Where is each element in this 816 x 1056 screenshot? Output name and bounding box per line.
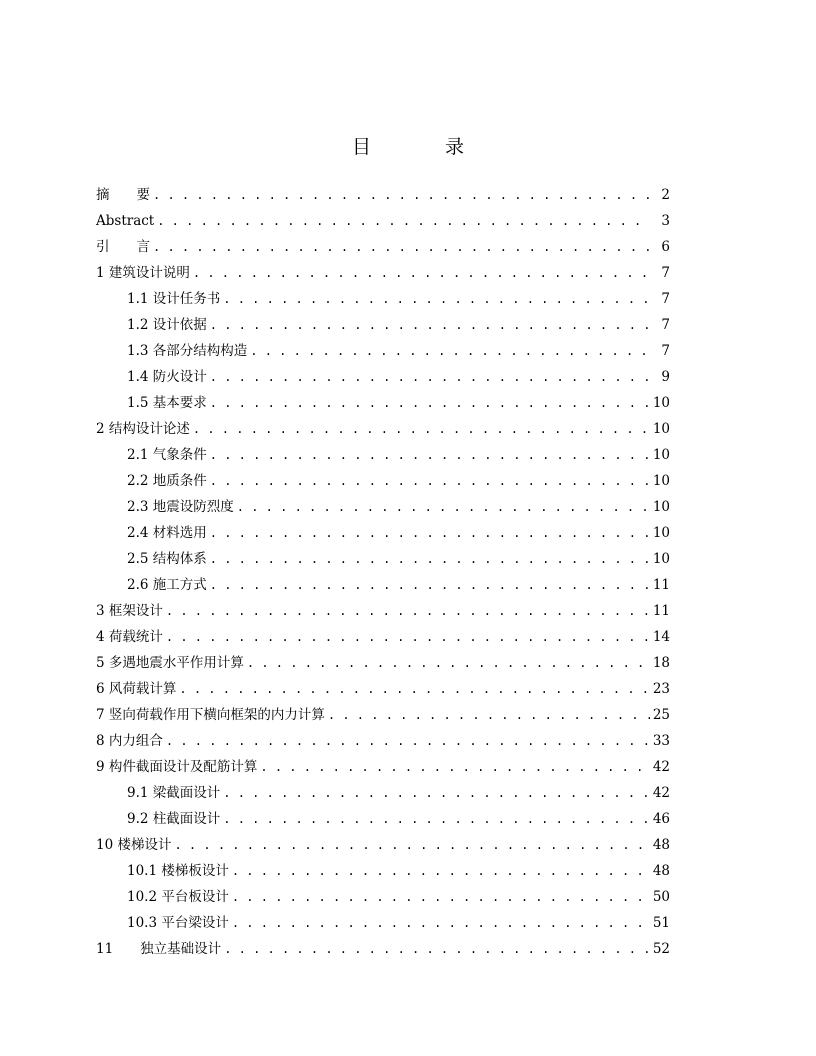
toc-entry-label: 5 多遇地震水平作用计算 bbox=[96, 655, 244, 671]
toc-leader-dots bbox=[210, 546, 650, 572]
toc-entry[interactable] bbox=[96, 338, 670, 364]
toc-leader-dots bbox=[166, 598, 650, 624]
toc-leader-dots bbox=[224, 936, 650, 962]
toc-entry-label: 1.1 设计任务书 bbox=[127, 291, 221, 307]
toc-entry[interactable] bbox=[96, 208, 670, 234]
toc-entry-label: 10.1 楼梯板设计 bbox=[127, 863, 229, 879]
toc-entry[interactable] bbox=[96, 182, 670, 208]
toc-entry[interactable] bbox=[96, 702, 670, 728]
toc-entry-page: 6 bbox=[661, 239, 670, 255]
toc-entry-label: 2.3 地震设防烈度 bbox=[127, 499, 234, 515]
toc-entry[interactable] bbox=[96, 858, 670, 884]
toc-leader-dots bbox=[247, 650, 650, 676]
toc-leader-dots bbox=[157, 208, 651, 234]
toc-leader-dots bbox=[250, 338, 651, 364]
toc-leader-dots bbox=[210, 468, 650, 494]
toc-entry-page: 7 bbox=[661, 343, 670, 359]
toc-entry-page: 3 bbox=[661, 213, 670, 229]
toc-entry-page: 14 bbox=[652, 629, 670, 645]
toc-leader-dots bbox=[153, 234, 651, 260]
toc-entry[interactable] bbox=[96, 728, 670, 754]
toc-entry-label: 摘 要 bbox=[96, 187, 150, 203]
toc-entry-label: 11 独立基础设计 bbox=[96, 941, 222, 957]
toc-entry[interactable] bbox=[96, 260, 670, 286]
toc-leader-dots bbox=[210, 572, 650, 598]
toc-entry-page: 10 bbox=[652, 499, 670, 515]
toc-entry-label: 引 言 bbox=[96, 239, 150, 255]
toc-entry[interactable] bbox=[96, 806, 670, 832]
toc-entry[interactable] bbox=[96, 884, 670, 910]
toc-entry[interactable] bbox=[96, 832, 670, 858]
toc-entry-label: 3 框架设计 bbox=[96, 603, 163, 619]
toc-entry[interactable] bbox=[96, 468, 670, 494]
toc-entry-label: 2.5 结构体系 bbox=[127, 551, 207, 567]
toc-leader-dots bbox=[232, 910, 650, 936]
toc-leader-dots bbox=[179, 676, 649, 702]
toc-entry[interactable] bbox=[96, 520, 670, 546]
toc-entry-label: 2 结构设计论述 bbox=[96, 421, 190, 437]
toc-entry-page: 25 bbox=[652, 707, 670, 723]
toc-leader-dots bbox=[210, 442, 650, 468]
toc-entry-page: 2 bbox=[661, 187, 670, 203]
toc-entry-page: 10 bbox=[652, 551, 670, 567]
toc-entry[interactable] bbox=[96, 754, 670, 780]
toc-entry-page: 51 bbox=[652, 915, 670, 931]
toc-entry[interactable] bbox=[96, 364, 670, 390]
toc-entry-page: 33 bbox=[652, 733, 670, 749]
toc-entry[interactable] bbox=[96, 624, 670, 650]
toc-entry[interactable] bbox=[96, 598, 670, 624]
toc-entry-label: 8 内力组合 bbox=[96, 733, 163, 749]
toc-entry-page: 11 bbox=[652, 577, 670, 593]
toc-leader-dots bbox=[193, 416, 650, 442]
toc-entry[interactable] bbox=[96, 416, 670, 442]
toc-entry[interactable] bbox=[96, 676, 670, 702]
toc-leader-dots bbox=[210, 520, 650, 546]
toc-entry-page: 7 bbox=[661, 265, 670, 281]
toc-list bbox=[96, 182, 670, 962]
toc-entry-label: 2.2 地质条件 bbox=[127, 473, 207, 489]
toc-leader-dots bbox=[223, 806, 650, 832]
toc-entry-label: 4 荷载统计 bbox=[96, 629, 163, 645]
toc-leader-dots bbox=[210, 390, 650, 416]
toc-leader-dots bbox=[260, 754, 649, 780]
toc-entry-page: 11 bbox=[652, 603, 670, 619]
toc-title: 目 录 bbox=[351, 136, 499, 158]
toc-entry[interactable] bbox=[96, 442, 670, 468]
toc-entry-label: 7 竖向荷载作用下横向框架的内力计算 bbox=[96, 707, 325, 723]
toc-entry[interactable] bbox=[96, 494, 670, 520]
toc-entry-label: 9.1 梁截面设计 bbox=[127, 785, 221, 801]
toc-entry-label: Abstract bbox=[96, 213, 155, 229]
toc-leader-dots bbox=[210, 312, 651, 338]
toc-leader-dots bbox=[166, 624, 650, 650]
toc-entry-page: 10 bbox=[652, 525, 670, 541]
toc-entry-page: 23 bbox=[652, 681, 670, 697]
toc-entry-label: 9.2 柱截面设计 bbox=[127, 811, 221, 827]
toc-entry-page: 7 bbox=[661, 291, 670, 307]
toc-entry[interactable] bbox=[96, 780, 670, 806]
toc-entry-page: 10 bbox=[652, 421, 670, 437]
toc-entry-page: 7 bbox=[661, 317, 670, 333]
toc-entry-label: 1.4 防火设计 bbox=[127, 369, 207, 385]
toc-entry-page: 50 bbox=[652, 889, 670, 905]
toc-entry-label: 2.1 气象条件 bbox=[127, 447, 207, 463]
toc-entry-page: 9 bbox=[661, 369, 670, 385]
toc-entry-page: 42 bbox=[652, 785, 670, 801]
toc-leader-dots bbox=[232, 884, 650, 910]
toc-entry-page: 48 bbox=[652, 863, 670, 879]
toc-leader-dots bbox=[328, 702, 650, 728]
toc-entry[interactable] bbox=[96, 910, 670, 936]
toc-entry[interactable] bbox=[96, 572, 670, 598]
toc-entry-label: 10.3 平台梁设计 bbox=[127, 915, 229, 931]
toc-leader-dots bbox=[174, 832, 649, 858]
toc-entry-page: 18 bbox=[652, 655, 670, 671]
toc-entry-page: 46 bbox=[652, 811, 670, 827]
toc-entry-label: 1.3 各部分结构构造 bbox=[127, 343, 248, 359]
toc-entry-page: 10 bbox=[652, 395, 670, 411]
toc-entry-page: 52 bbox=[652, 941, 670, 957]
toc-entry-label: 1.5 基本要求 bbox=[127, 395, 207, 411]
toc-leader-dots bbox=[223, 780, 650, 806]
toc-leader-dots bbox=[232, 858, 650, 884]
toc-leader-dots bbox=[237, 494, 650, 520]
toc-entry-page: 10 bbox=[652, 473, 670, 489]
toc-entry[interactable] bbox=[96, 390, 670, 416]
toc-entry[interactable] bbox=[96, 312, 670, 338]
toc-entry-label: 1.2 设计依据 bbox=[127, 317, 207, 333]
toc-entry[interactable] bbox=[96, 234, 670, 260]
toc-entry-label: 6 风荷载计算 bbox=[96, 681, 177, 697]
toc-entry-label: 1 建筑设计说明 bbox=[96, 265, 190, 281]
toc-entry-label: 9 构件截面设计及配筋计算 bbox=[96, 759, 258, 775]
toc-entry-page: 10 bbox=[652, 447, 670, 463]
toc-leader-dots bbox=[153, 182, 651, 208]
toc-leader-dots bbox=[210, 364, 651, 390]
toc-entry[interactable] bbox=[96, 546, 670, 572]
toc-leader-dots bbox=[166, 728, 650, 754]
toc-leader-dots bbox=[223, 286, 651, 312]
toc-entry[interactable] bbox=[96, 936, 670, 962]
toc-entry-label: 2.4 材料选用 bbox=[127, 525, 207, 541]
toc-entry[interactable] bbox=[96, 286, 670, 312]
toc-entry[interactable] bbox=[96, 650, 670, 676]
toc-entry-label: 2.6 施工方式 bbox=[127, 577, 207, 593]
toc-entry-label: 10 楼梯设计 bbox=[96, 837, 172, 853]
toc-entry-label: 10.2 平台板设计 bbox=[127, 889, 229, 905]
toc-leader-dots bbox=[193, 260, 651, 286]
toc-entry-page: 42 bbox=[652, 759, 670, 775]
toc-entry-page: 48 bbox=[652, 837, 670, 853]
